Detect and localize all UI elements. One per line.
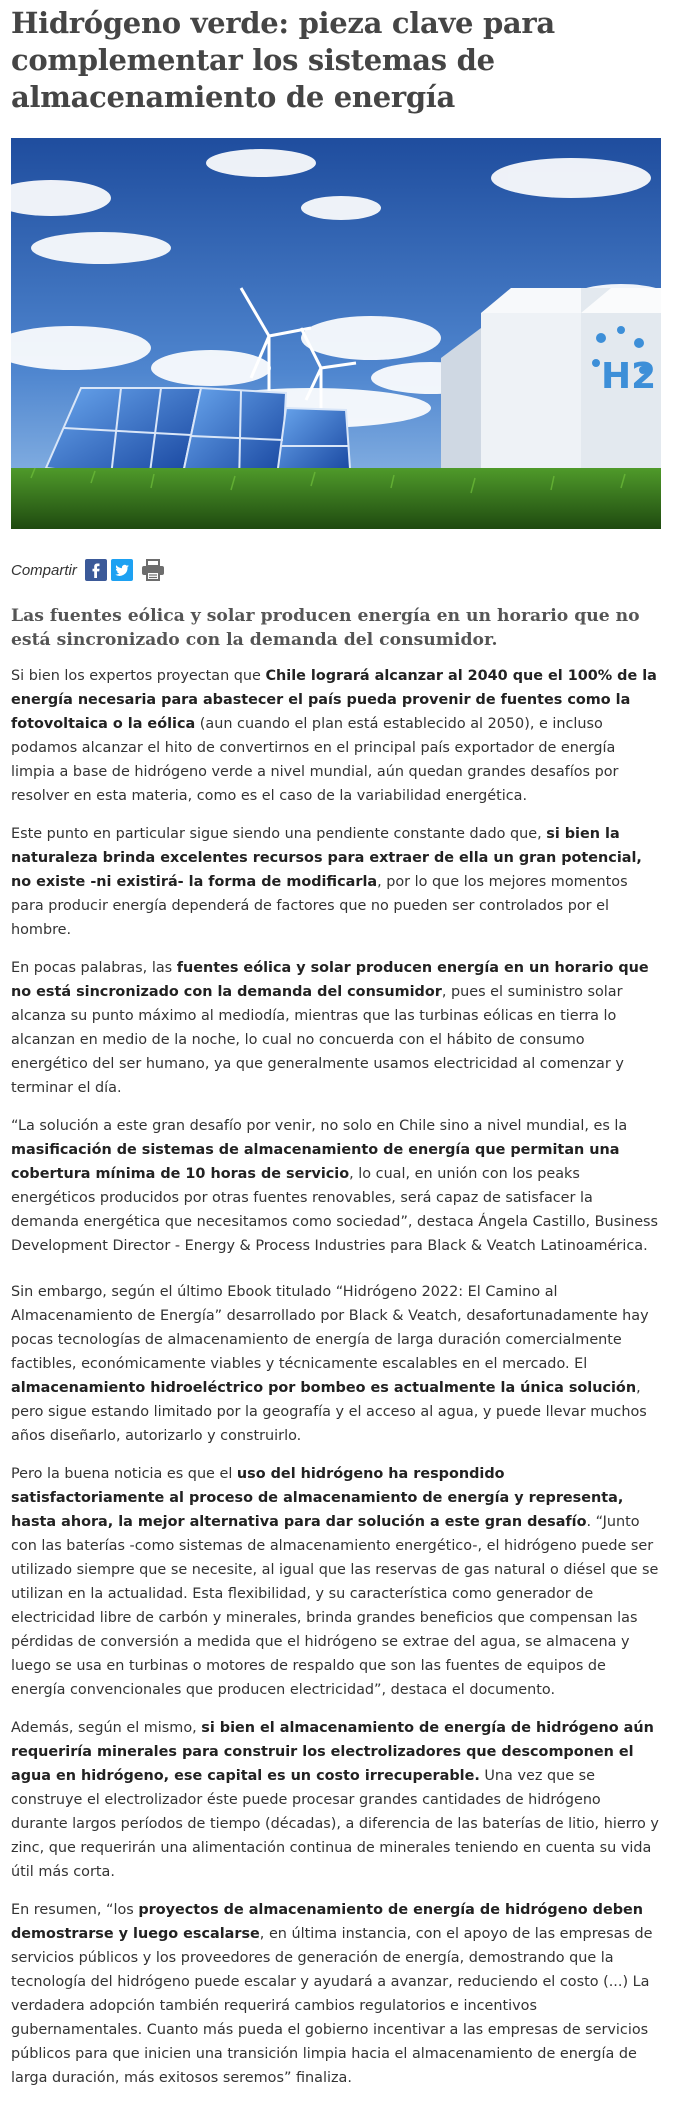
article-paragraph (11, 664, 661, 808)
article-body (11, 664, 661, 2104)
facebook-icon[interactable] (85, 559, 107, 581)
hero-h2-label: H2 (601, 356, 657, 397)
bold-text: Chile logrará alcanzar al 2040 que el 100% de la energía necesaria para abastecer el país pueda provenir de fuentes como la fotovoltaica o la eólica (11, 668, 657, 732)
twitter-icon[interactable] (111, 559, 133, 581)
text-run: Sin embargo, según el último Ebook titulado “Hidrógeno 2022: El Camino al Almacenamiento de Energía” desarrollado por Black & Veatch, desafortunadamente hay pocas tecnologías de almacenamiento de energía de larga duración comercialmente factibles, económicamente viables y técnicamente escalables en el mercado. El (11, 1284, 649, 1372)
bold-text: uso del hidrógeno ha respondido satisfactoriamente al proceso de almacenamiento de energía y representa, hasta ahora, la mejor alternativa para dar solución a este gran desafío (11, 1466, 624, 1530)
share-bar (11, 556, 163, 584)
article-paragraph (11, 1898, 661, 2090)
text-run: Pero la buena noticia es que el (11, 1466, 237, 1482)
text-run: “La solución a este gran desafío por venir, no solo en Chile sino a nivel mundial, es la (11, 1118, 628, 1134)
text-run: . “Junto con las baterías -como sistemas de almacenamiento energético-, el hidrógeno puede ser utilizado siempre que se necesite, al igual que las reservas de gas natural o diésel que se utilizan en la actualidad. Esta flexibilidad, y su característica como generador de electricidad libre de carbón y minerales, brinda grandes beneficios que compensan las pérdidas de conversión a medida que el hidrógeno se extrae del agua, se almacena y luego se usa en turbinas o motores de respaldo que son las fuentes de equipos de energía convencionales que producen electricidad”, destaca el documento. (11, 1514, 659, 1698)
text-run: En resumen, “los (11, 1902, 139, 1918)
article-paragraph (11, 1114, 661, 1258)
text-run: , pues el suministro solar alcanza su punto máximo al mediodía, mientras que las turbinas eólicas en tierra lo alcanzan en medio de la noche, lo cual no concuerda con el hábito de consumo energético del ser humano, ya que generalmente usamos electricidad al comenzar y terminar el día. (11, 984, 624, 1096)
text-run: , pero sigue estando limitado por la geografía y el acceso al agua, y puede llevar muchos años diseñarlo, autorizarlo y construirlo. (11, 1380, 647, 1444)
bold-text: proyectos de almacenamiento de energía de hidrógeno deben demostrarse y luego escalarse (11, 1902, 644, 1942)
article-paragraph (11, 1716, 661, 1884)
bold-text: si bien el almacenamiento de energía de hidrógeno aún requeriría minerales para construir los electrolizadores que descomponen el agua en hidrógeno, ese capital es un costo irrecuperable. (11, 1720, 654, 1784)
hero-illustration (11, 138, 661, 529)
text-run: Si bien los expertos proyectan que (11, 668, 266, 684)
article (11, 0, 661, 2086)
text-run: Este punto en particular sigue siendo una pendiente constante dado que, (11, 826, 547, 842)
text-run: (aun cuando el plan está establecido al 2050), e incluso podamos alcanzar el hito de convertirnos en el principal país exportador de energía limpia a base de hidrógeno verde a nivel mundial, aún quedan grandes desafíos por resolver en esta materia, como es el caso de la variabilidad energética. (11, 716, 619, 804)
bold-text: almacenamiento hidroeléctrico por bombeo es actualmente la única solución (11, 1380, 637, 1396)
text-run: , en última instancia, con el apoyo de las empresas de servicios públicos y los proveedores de generación de energía, demostrando que la tecnología del hidrógeno puede escalar y ayudará a avanzar, reduciendo el costo (...) La verdadera adopción también requerirá cambios regulatorios e incentivos gubernamentales. Cuanto más pueda el gobierno incentivar a las empresas de servicios públicos para que inicien una transición limpia hacia el almacenamiento de energía de larga duración, más exitosos seremos” finaliza. (11, 1926, 653, 2086)
hero-image (11, 138, 661, 529)
article-paragraph (11, 822, 661, 942)
share-label: Compartir (11, 561, 77, 579)
article-subtitle: Las fuentes eólica y solar producen energía en un horario que no está sincronizado con la demanda del consumidor. (11, 606, 640, 650)
bold-text: si bien la naturaleza brinda excelentes recursos para extraer de ella un gran potencial, no existe -ni existirá- la forma de modificarla (11, 826, 642, 890)
article-paragraph (11, 1462, 661, 1702)
text-run: , lo cual, en unión con los peaks energéticos producidos por otras fuentes renovables, será capaz de satisfacer la demanda energética que necesitamos como sociedad”, destaca Ángela Castillo, Business Development Director - Energy & Process Industries para Black & Veatch Latinoamérica. (11, 1166, 659, 1254)
text-run: Una vez que se construye el electrolizador éste puede procesar grandes cantidades de hidrógeno durante largos períodos de tiempo (décadas), a diferencia de las baterías de litio, hierro y zinc, que requerirán una alimentación continua de minerales teniendo en cuenta su vida útil más corta. (11, 1768, 659, 1880)
article-paragraph (11, 1280, 661, 1448)
text-run: , por lo que los mejores momentos para producir energía dependerá de factores que no pueden ser controlados por el hombre. (11, 874, 628, 938)
article-title: Hidrógeno verde: pieza clave para complementar los sistemas de almacenamiento de energía (11, 6, 555, 114)
text-run: En pocas palabras, las (11, 960, 177, 976)
article-paragraph (11, 956, 661, 1100)
text-run: Además, según el mismo, (11, 1720, 202, 1736)
print-icon[interactable] (141, 559, 163, 581)
bold-text: masificación de sistemas de almacenamiento de energía que permitan una cobertura mínima de 10 horas de servicio (11, 1142, 620, 1182)
bold-text: fuentes eólica y solar producen energía en un horario que no está sincronizado con la demanda del consumidor (11, 960, 649, 1000)
